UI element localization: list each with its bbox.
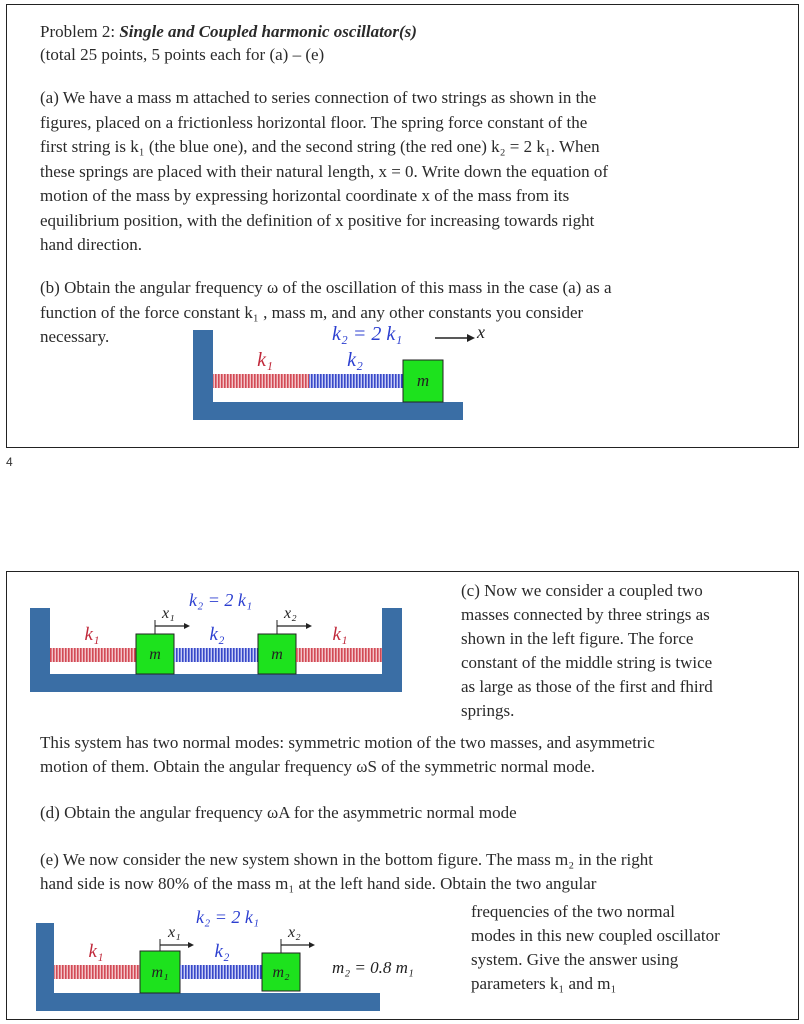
k2-label: k₂	[214, 941, 230, 962]
part-e-side-line: frequencies of the two normal	[471, 902, 675, 921]
floor	[30, 674, 402, 692]
k1-right-label: k₁	[332, 624, 348, 645]
problem-points: (total 25 points, 5 points each for (a) – (e)	[40, 45, 325, 64]
x-arrow-head	[467, 334, 475, 342]
part-c-line: (c) Now we consider a coupled two	[461, 581, 703, 600]
spring-middle-blue	[174, 648, 258, 662]
figure-single-oscillator	[185, 318, 485, 422]
part-a-line: motion of the mass by expressing horizontal coordinate x of the mass from its	[40, 186, 570, 205]
part-e-line: hand side is now 80% of the mass m₁ at the left hand side. Obtain the two angular	[40, 874, 597, 893]
part-c-continuation-line: motion of them. Obtain the angular frequency ωS of the symmetric normal mode.	[40, 757, 596, 776]
k1-left-label: k₁	[84, 624, 100, 645]
part-a-line: first string is k₁ (the blue one), and the second string (the red one) k₂ = 2 k₁. When	[40, 137, 600, 156]
k2-label: k₂	[209, 624, 225, 645]
part-b-line: (b) Obtain the angular frequency ω of the oscillation of this mass in the case (a) as a	[40, 278, 612, 297]
mass-relation: m₂ = 0.8 m₁	[332, 958, 414, 977]
mass-left-label: m	[149, 646, 161, 663]
x2-label: x₂	[284, 605, 297, 622]
part-a-line: (a) We have a mass m attached to series connection of two strings as shown in the	[40, 88, 597, 107]
relation-label: k₂ = 2 k₁	[332, 323, 403, 345]
x1-arrow-head	[184, 623, 190, 629]
x2-arrow-head	[306, 623, 312, 629]
mass-right-label: m₂	[272, 964, 290, 981]
k2-label: k₂	[347, 349, 363, 371]
relation-label: k₂ = 2 k₁	[196, 907, 260, 927]
part-b-line: function of the force constant k₁ , mass m, and any other constants you consider	[40, 302, 584, 322]
k1-label: k₁	[257, 349, 273, 371]
part-a-line: equilibrium position, with the definition of x positive for increasing towards right	[40, 210, 595, 230]
part-e-side-line: modes in this new coupled oscillator	[471, 926, 720, 945]
part-a-line: these springs are placed with their natural length, x = 0. Write down the equation of	[40, 161, 609, 181]
spring-blue	[309, 374, 403, 388]
part-c-line: springs.	[461, 701, 515, 720]
part-c-line: as large as those of the first and fhird	[461, 677, 713, 696]
part-a-line: hand direction.	[40, 235, 142, 254]
mass-right-label: m	[271, 646, 283, 663]
mass-left-label: m₁	[151, 964, 169, 981]
x-axis-label: x	[477, 322, 485, 342]
part-c-line: constant of the middle string is twice	[461, 653, 713, 672]
spring-right-red	[296, 648, 382, 662]
x1-label: x₁	[162, 605, 175, 622]
x2-label: x₂	[288, 924, 301, 941]
x2-arrow-head	[309, 942, 315, 948]
part-c-continuation-line: This system has two normal modes: symmetric motion of the two masses, and asymmetric	[40, 733, 655, 752]
part-b-line: necessary.	[40, 327, 110, 346]
part-a-line: figures, placed on a frictionless horizontal floor. The spring force constant of the	[40, 112, 588, 132]
part-c-line: masses connected by three strings as	[461, 605, 710, 624]
floor	[36, 993, 380, 1011]
spring-red	[213, 374, 309, 388]
spring-middle-blue	[180, 965, 262, 979]
relation-label: k₂ = 2 k₁	[189, 590, 253, 610]
part-c-line: shown in the left figure. The force	[461, 629, 694, 648]
page-number: 4	[6, 455, 13, 469]
spring-left-red	[54, 965, 140, 979]
floor	[193, 402, 463, 420]
part-a-text	[40, 86, 740, 258]
problem-title	[40, 20, 417, 44]
x1-label: x₁	[168, 924, 181, 941]
k1-label: k₁	[88, 941, 104, 962]
part-e-side-line: parameters k₁ and m₁	[471, 974, 617, 993]
figure-unequal-masses	[26, 905, 446, 1013]
problem-title-prefix: Problem 2:	[40, 22, 116, 41]
part-c-text	[461, 579, 781, 723]
spring-left-red	[50, 648, 136, 662]
figure-coupled-oscillator	[26, 588, 410, 694]
part-e-text	[40, 848, 790, 896]
part-e-line: (e) We now consider the new system shown in the bottom figure. The mass m₂ in the right	[40, 850, 653, 869]
part-c-continuation	[40, 731, 780, 779]
mass-label: m	[416, 371, 430, 390]
x1-arrow-head	[188, 942, 194, 948]
part-e-side-line: system. Give the answer using	[471, 950, 679, 969]
part-e-side-text	[471, 900, 791, 996]
problem-title-italic: Single and Coupled harmonic oscillator(s)	[119, 22, 417, 41]
part-d-text: (d) Obtain the angular frequency ωA for the asymmetric normal mode	[40, 803, 517, 822]
